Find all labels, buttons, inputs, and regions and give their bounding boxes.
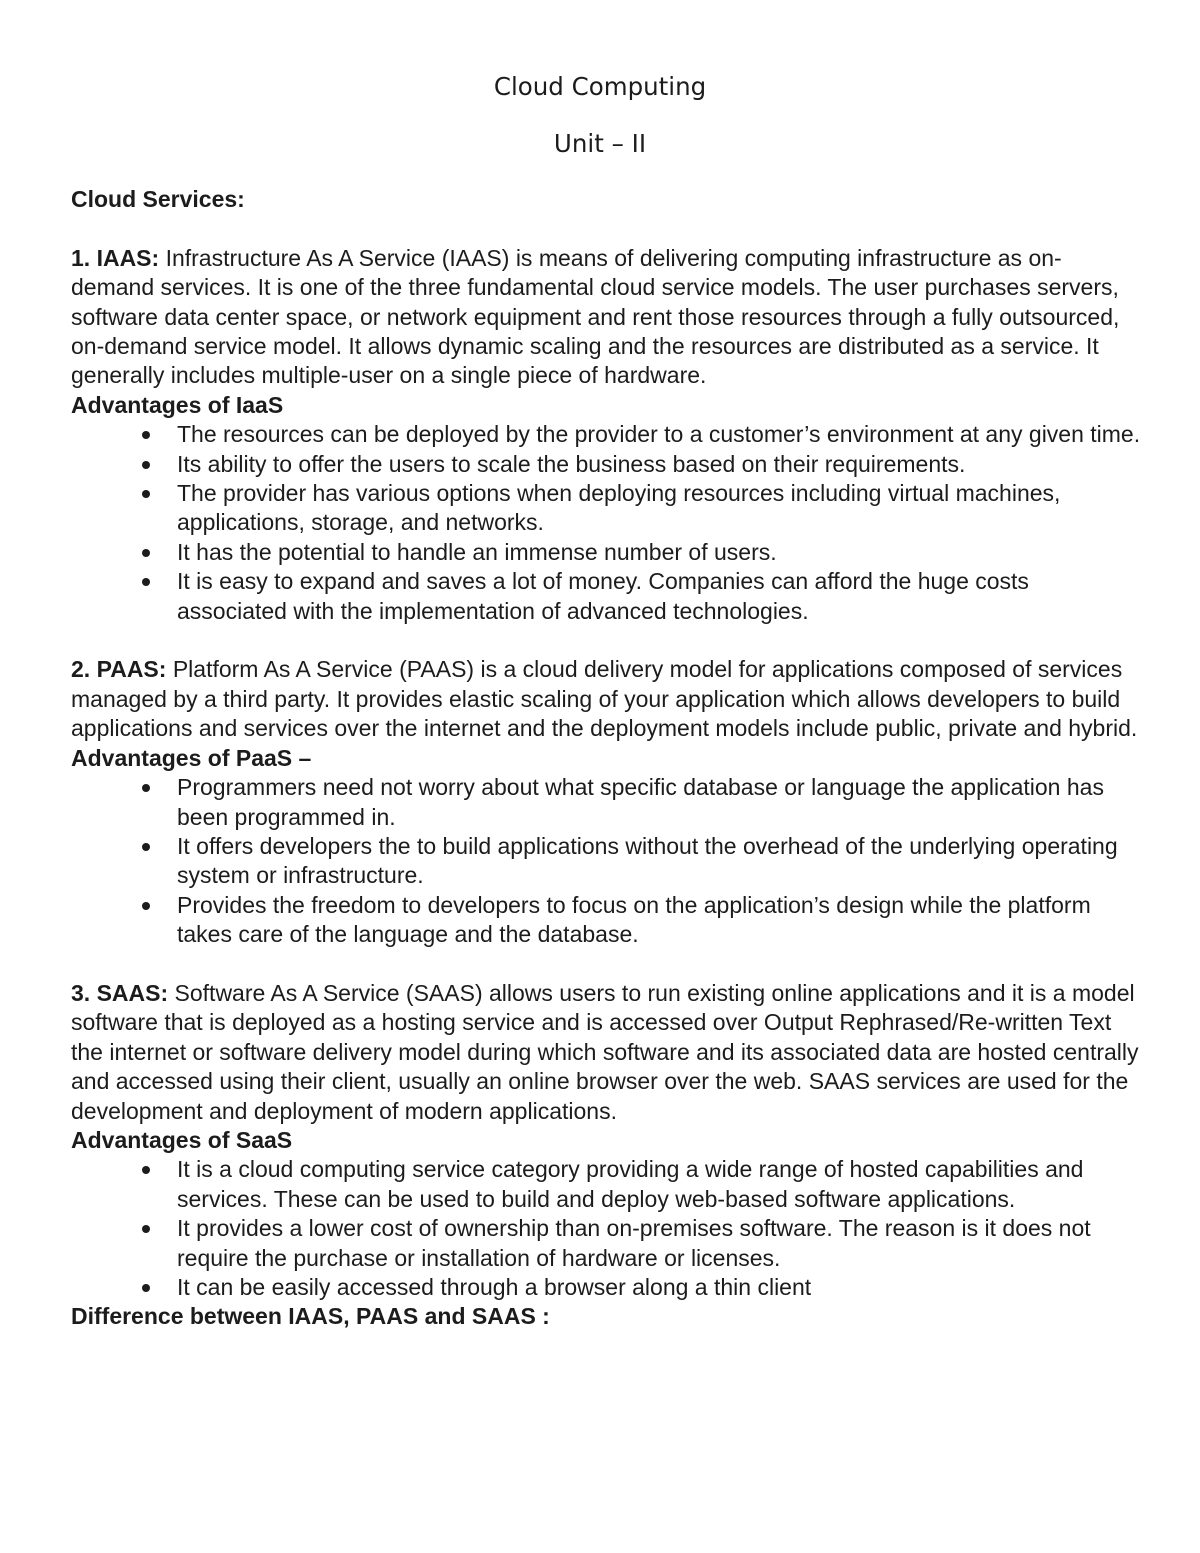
paas-section bbox=[71, 655, 1141, 949]
saas-advantages-list bbox=[71, 1155, 1141, 1302]
paas-label: 2. PAAS: bbox=[71, 656, 167, 683]
list-item bbox=[177, 773, 1141, 832]
paas-advantages-list bbox=[71, 773, 1141, 949]
list-item-text: It is easy to expand and saves a lot of money. Companies can afford the huge costs associated with the implementation of advanced technologies. bbox=[177, 568, 1029, 624]
list-item bbox=[177, 1155, 1141, 1214]
bullet-icon bbox=[142, 1284, 150, 1292]
spacer bbox=[71, 626, 1141, 655]
iaas-advantages-list bbox=[71, 420, 1141, 626]
bullet-icon bbox=[142, 1225, 150, 1233]
list-item-text: The resources can be deployed by the provider to a customer’s environment at any given time. bbox=[177, 421, 1141, 448]
iaas-paragraph bbox=[71, 244, 1141, 391]
list-item-text: It provides a lower cost of ownership than on-premises software. The reason is it does not require the purchase or installation of hardware or licenses. bbox=[177, 1215, 1091, 1271]
list-item bbox=[177, 832, 1141, 891]
spacer bbox=[71, 950, 1141, 979]
bullet-icon bbox=[142, 490, 150, 498]
list-item-text: The provider has various options when deploying resources including virtual machines, applications, storage, and networks. bbox=[177, 480, 1061, 536]
saas-paragraph bbox=[71, 979, 1141, 1126]
list-item bbox=[177, 891, 1141, 950]
paas-advantages-heading: Advantages of PaaS – bbox=[71, 744, 312, 771]
bullet-icon bbox=[142, 461, 150, 469]
list-item-text: Programmers need not worry about what specific database or language the application has been programmed in. bbox=[177, 774, 1104, 830]
iaas-description: Infrastructure As A Service (IAAS) is means of delivering computing infrastructure as on-demand services. It is one of the three fundamental cloud service models. The user purchases servers, software data center space, or network equipment and rent those resources through a fully outsourced, on-demand service model. It allows dynamic scaling and the resources are distributed as a service. It generally includes multiple-user on a single piece of hardware. bbox=[71, 244, 1120, 389]
difference-heading: Difference between IAAS, PAAS and SAAS : bbox=[71, 1303, 550, 1330]
bullet-icon bbox=[142, 578, 150, 586]
list-item-text: It has the potential to handle an immense number of users. bbox=[177, 538, 777, 565]
saas-section bbox=[71, 979, 1141, 1302]
paas-description: Platform As A Service (PAAS) is a cloud delivery model for applications composed of services managed by a third party. It provides elastic scaling of your application which allows developers to build applications and services over the internet and the deployment models include public, private and hybrid. bbox=[71, 656, 1138, 742]
list-item-text: It offers developers the to build applications without the overhead of the underlying operating system or infrastructure. bbox=[177, 832, 1118, 889]
list-item bbox=[177, 479, 1141, 538]
list-item-text: Its ability to offer the users to scale the business based on their requirements. bbox=[177, 450, 966, 477]
section-heading: Cloud Services: bbox=[71, 186, 245, 212]
bullet-icon bbox=[142, 843, 150, 851]
document-subtitle: Unit – II bbox=[553, 129, 647, 158]
saas-label: 3. SAAS: bbox=[71, 979, 169, 1006]
iaas-section bbox=[71, 244, 1141, 626]
list-item bbox=[177, 567, 1141, 626]
list-item-text: It can be easily accessed through a browser along a thin client bbox=[177, 1273, 812, 1300]
list-item bbox=[177, 450, 1141, 479]
bullet-icon bbox=[142, 902, 150, 910]
list-item bbox=[177, 1214, 1141, 1273]
bullet-icon bbox=[142, 549, 150, 557]
bullet-icon bbox=[142, 431, 150, 439]
list-item-text: Provides the freedom to developers to focus on the application’s design while the platform takes care of the language and the database. bbox=[177, 891, 1091, 948]
saas-advantages-heading: Advantages of SaaS bbox=[71, 1126, 293, 1153]
bullet-icon bbox=[142, 784, 150, 792]
paas-paragraph bbox=[71, 655, 1141, 743]
bullet-icon bbox=[142, 1166, 150, 1174]
list-item bbox=[177, 420, 1141, 449]
list-item bbox=[177, 538, 1141, 567]
iaas-advantages-heading: Advantages of IaaS bbox=[71, 391, 284, 418]
iaas-label: 1. IAAS: bbox=[71, 244, 160, 271]
list-item-text: It is a cloud computing service category providing a wide range of hosted capabilities and services. These can be used to build and deploy web-based software applications. bbox=[177, 1156, 1084, 1212]
document-body bbox=[71, 185, 1141, 1332]
list-item bbox=[177, 1273, 1141, 1302]
document-title: Cloud Computing bbox=[493, 72, 707, 101]
saas-description: Software As A Service (SAAS) allows users to run existing online applications and it is a model software that is deployed as a hosting service and is accessed over Output Rephrased/Re-written Text the internet or software delivery model during which software and its associated data are hosted centrally and accessed using their client, usually an online browser over the web. SAAS services are used for the development and deployment of modern applications. bbox=[71, 979, 1139, 1124]
